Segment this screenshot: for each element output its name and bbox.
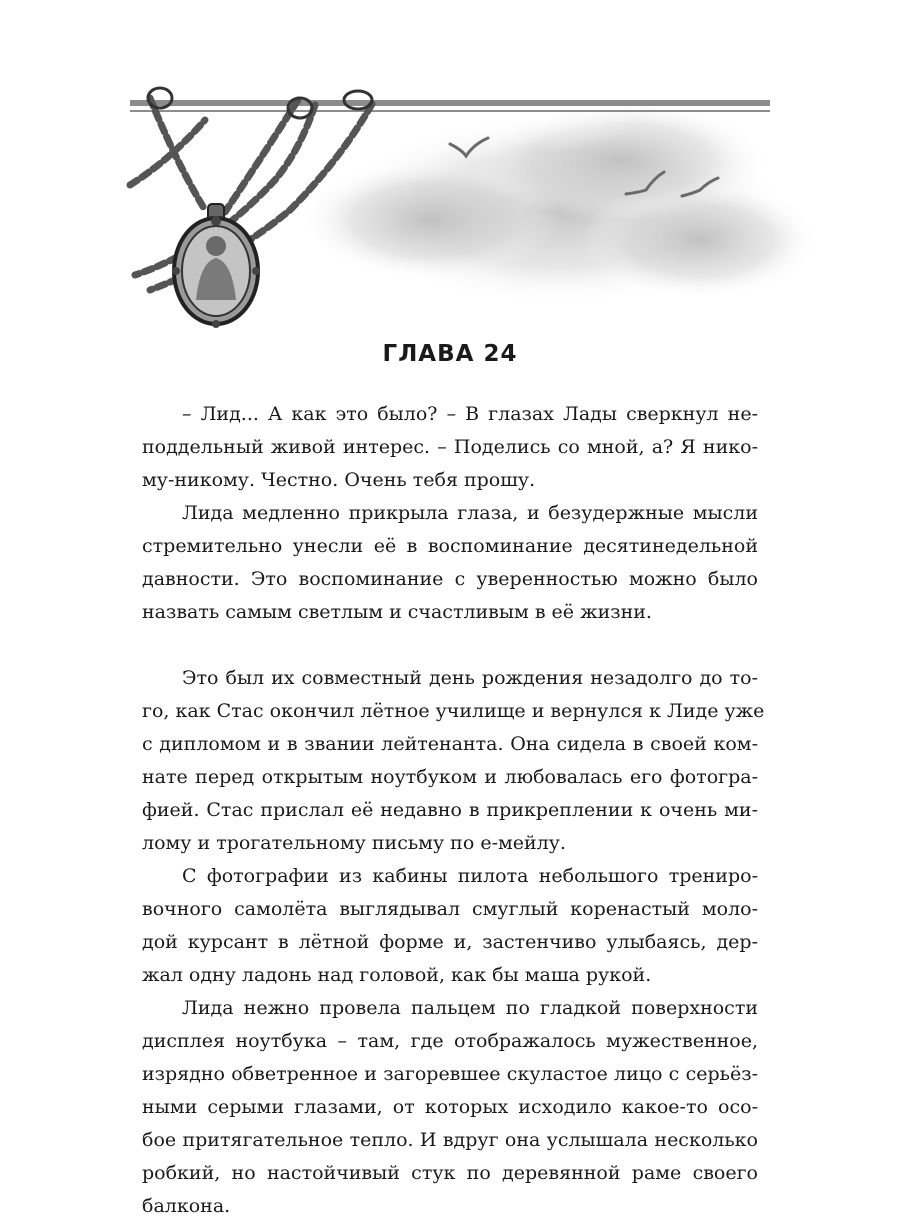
chapter-title: ГЛАВА 24 <box>382 341 518 367</box>
paragraph <box>142 992 758 1223</box>
text-line: го, как Стас окончил лётное училище и вернулся к Лиде уже <box>142 700 765 722</box>
text-line: Это был их совместный день рождения незадолго до то- <box>182 667 758 689</box>
text-line: фией. Стас прислал её недавно в прикреплении к очень ми- <box>142 799 758 821</box>
paragraph <box>142 860 758 992</box>
chapter-header-illustration <box>0 0 900 345</box>
text-line: С фотографии из кабины пилота небольшого трениро- <box>182 865 758 887</box>
text-line: дой курсант в лётной форме и, застенчиво улыбаясь, дер- <box>142 931 758 953</box>
text-line: вочного самолёта выглядывал смуглый коренастый моло- <box>142 898 758 920</box>
text-line: поддельный живой интерес. – Поделись со мной, а? Я нико- <box>142 436 758 458</box>
text-line: бое притягательное тепло. И вдруг она услышала несколько <box>142 1129 758 1151</box>
header-rule <box>130 100 770 112</box>
text-line: дисплея ноутбука – там, где отображалось мужественное, <box>142 1030 758 1052</box>
text-line: балкона. <box>142 1195 231 1217</box>
text-line: Лида нежно провела пальцем по гладкой поверхности <box>182 997 758 1019</box>
paragraph <box>142 398 758 497</box>
cloud-icon <box>300 75 820 305</box>
text-line: робкий, но настойчивый стук по деревянной раме своего <box>142 1162 758 1184</box>
text-line: Лида медленно прикрыла глаза, и безудержные мысли <box>182 502 758 524</box>
chapter-body-text <box>142 398 765 1223</box>
text-line: нате перед открытым ноутбуком и любовалась его фотогра- <box>142 766 758 788</box>
text-line: лому и трогательному письму по е-мейлу. <box>142 832 566 854</box>
text-line: – Лид... А как это было? – В глазах Лады сверкнул не- <box>182 403 758 425</box>
text-line: давности. Это воспоминание с уверенностью можно было <box>142 568 758 590</box>
paragraph <box>142 497 758 629</box>
text-line: стремительно унесли её в воспоминание десятинедельной <box>142 535 758 557</box>
text-line: ными серыми глазами, от которых исходило какое-то осо- <box>142 1096 758 1118</box>
text-line: назвать самым светлым и счастливым в её жизни. <box>142 601 652 623</box>
text-line: жал одну ладонь над головой, как бы маша рукой. <box>142 964 652 986</box>
paragraph <box>142 662 765 860</box>
text-line: му-никому. Честно. Очень тебя прошу. <box>142 469 536 491</box>
text-line: изрядно обветренное и загоревшее скуластое лицо с серьёз- <box>142 1063 758 1085</box>
medallion-icon <box>172 204 260 328</box>
text-line: с дипломом и в звании лейтенанта. Она сидела в своей ком- <box>142 733 758 755</box>
